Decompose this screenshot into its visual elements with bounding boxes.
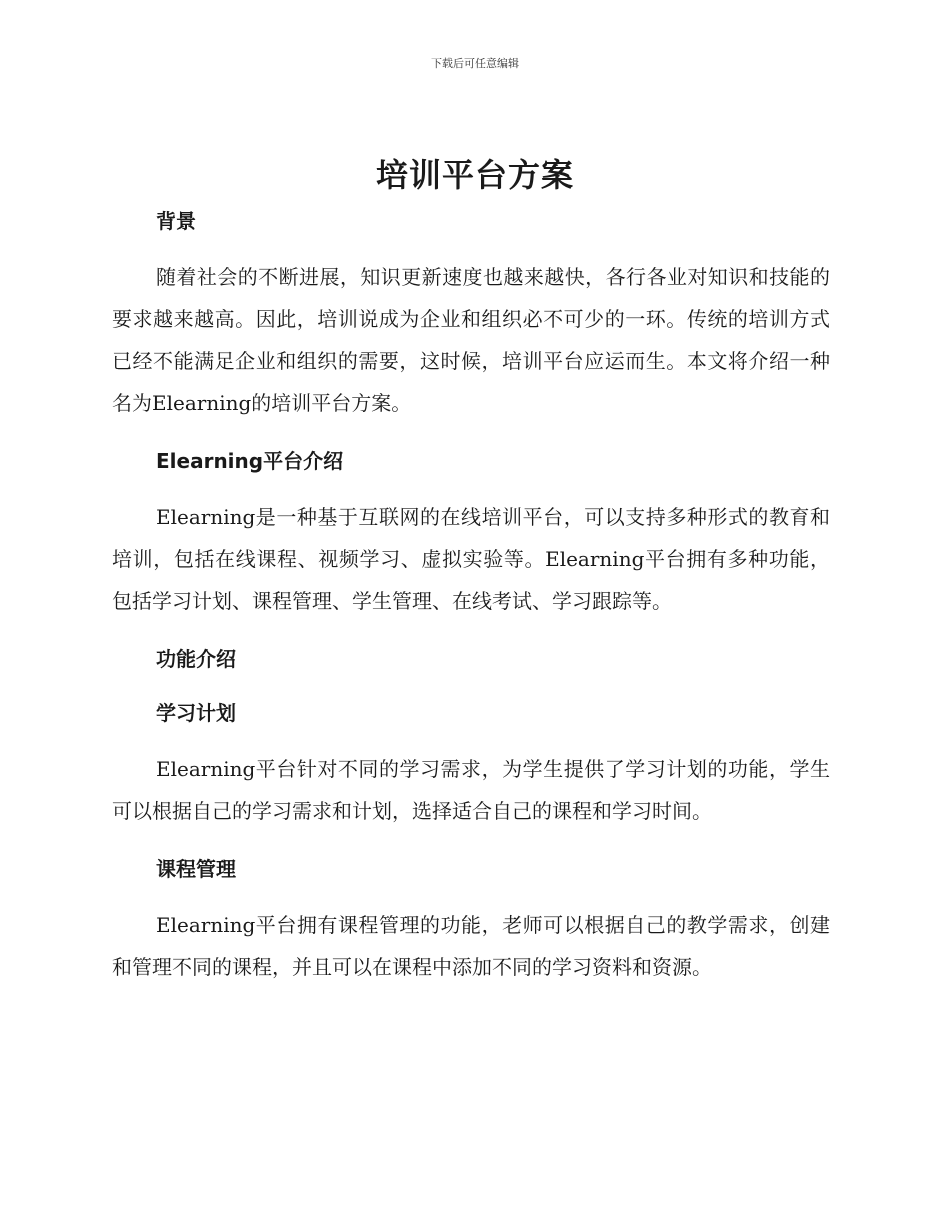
section-paragraph-elearning-intro: Elearning是一种基于互联网的在线培训平台，可以支持多种形式的教育和培训，包括在线课程、视频学习、虚拟实验等。Elearning平台拥有多种功能，包括学习计划、课程管理、学生管理、在线考试、学习跟踪等。 (112, 505, 830, 613)
section-paragraph-study-plan: Elearning平台针对不同的学习需求，为学生提供了学习计划的功能，学生可以根据自己的学习需求和计划，选择适合自己的课程和学习时间。 (112, 757, 830, 823)
section-paragraph-background: 随着社会的不断进展，知识更新速度也越来越快，各行各业对知识和技能的要求越来越高。因此，培训说成为企业和组织必不可少的一环。传统的培训方式已经不能满足企业和组织的需要，这时候，培训平台应运而生。本文将介绍一种名为Elearning的培训平台方案。 (112, 265, 830, 415)
section-heading-background: 背景 (156, 209, 196, 233)
section-heading-features: 功能介绍 (156, 647, 236, 671)
section-paragraph-course-management: Elearning平台拥有课程管理的功能，老师可以根据自己的教学需求，创建和管理不同的课程，并且可以在课程中添加不同的学习资料和资源。 (112, 913, 830, 979)
document-title: 培训平台方案 (375, 156, 574, 194)
section-heading-elearning-intro: Elearning平台介绍 (156, 449, 344, 473)
section-heading-study-plan: 学习计划 (156, 701, 236, 725)
header-note: 下载后可任意编辑 (431, 57, 519, 70)
section-heading-course-management: 课程管理 (156, 857, 236, 881)
document-body (112, 204, 830, 988)
